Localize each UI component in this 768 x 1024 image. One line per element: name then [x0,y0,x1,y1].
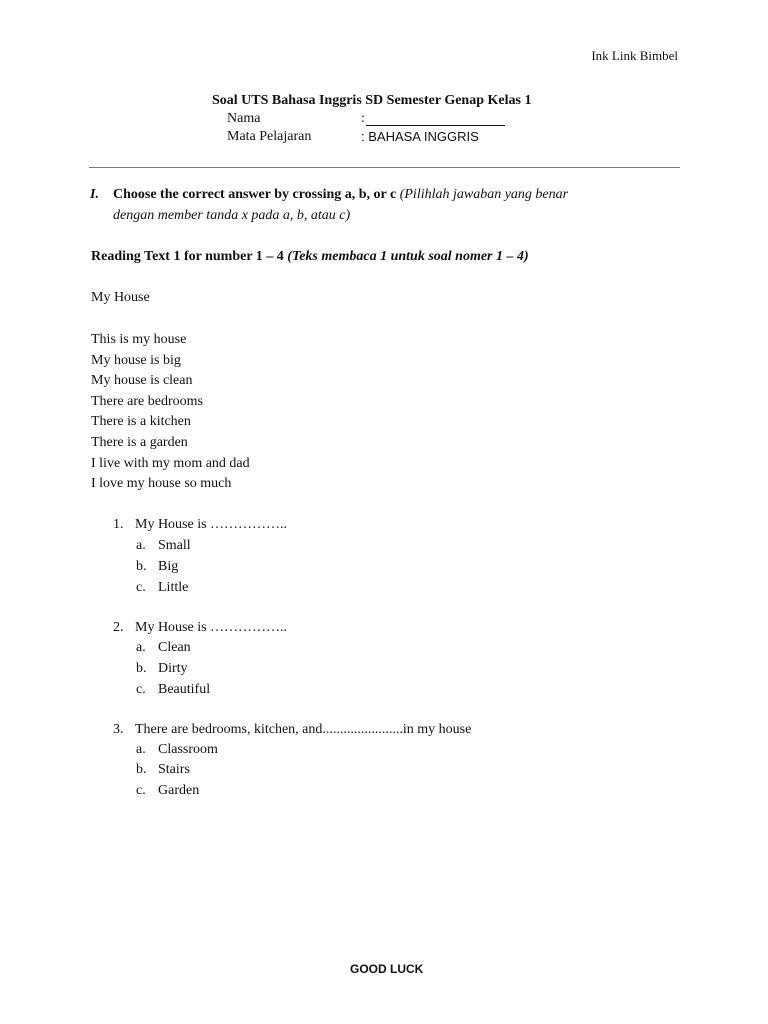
field-subject-value: : BAHASA INGGRIS [361,129,479,144]
option-a[interactable] [113,536,287,556]
option-text: Big [158,559,179,574]
question-number: 2. [113,620,124,635]
reading-heading-translation: (Teks membaca 1 untuk soal nomer 1 – 4) [287,249,529,264]
page-title: Soal UTS Bahasa Inggris SD Semester Genap Kelas 1 [212,93,532,108]
option-b[interactable] [113,760,471,780]
name-blank-line [366,125,505,126]
option-letter: a. [136,640,146,655]
option-b[interactable] [113,557,287,577]
reading-line: This is my house [91,332,187,347]
field-name-colon: : [361,111,365,126]
instruction-translation-2: dengan member tanda x pada a, b, atau c) [113,208,351,223]
option-text: Garden [158,783,200,798]
section-instruction [113,187,568,203]
reading-line: I live with my mom and dad [91,455,250,471]
field-subject-label: Mata Pelajaran [227,129,312,144]
reading-line: My house is clean [91,373,193,389]
header-divider [89,167,680,168]
reading-line: There is a kitchen [91,414,191,430]
question-2 [113,618,287,700]
reading-text [91,330,250,494]
instruction-translation-1: (Pilihlah jawaban yang benar [399,187,569,202]
option-letter: b. [136,661,147,676]
option-a[interactable] [113,638,287,658]
footer-good-luck: GOOD LUCK [350,962,424,976]
question-1 [113,515,287,598]
option-text: Stairs [158,762,190,777]
option-letter: b. [136,559,147,574]
instruction-text: Choose the correct answer by crossing a, b, or c [113,187,397,202]
question-3 [113,720,471,801]
option-c[interactable] [113,680,287,700]
option-text: Beautiful [158,682,211,697]
option-text: Little [158,580,189,595]
reading-line: There is a garden [91,434,188,450]
question-text: My House is …………….. [135,517,288,532]
question-number: 3. [113,722,124,737]
option-letter: c. [136,783,146,798]
option-letter: a. [136,742,146,757]
reading-line: My house is big [91,352,181,368]
option-c[interactable] [113,578,287,598]
question-text: My House is …………….. [135,620,288,635]
reading-heading [91,249,529,265]
option-b[interactable] [113,659,287,679]
option-text: Clean [158,640,191,655]
option-a[interactable] [113,740,471,760]
option-c[interactable] [113,781,471,801]
section-number: I. [90,187,99,202]
field-name-label: Nama [227,111,261,126]
option-text: Small [158,538,191,553]
reading-heading-text: Reading Text 1 for number 1 – 4 [91,249,284,264]
option-text: Classroom [158,742,218,757]
option-text: Dirty [158,661,188,676]
option-letter: a. [136,538,146,553]
reading-line: There are bedrooms [91,393,203,409]
option-letter: c. [136,580,146,595]
question-text: There are bedrooms, kitchen, and.......................in my house [135,722,472,737]
publisher-label: Ink Link Bimbel [591,48,678,63]
option-letter: c. [136,682,146,697]
reading-line: I love my house so much [91,476,232,492]
reading-title: My House [91,290,150,305]
option-letter: b. [136,762,147,777]
question-number: 1. [113,517,124,532]
